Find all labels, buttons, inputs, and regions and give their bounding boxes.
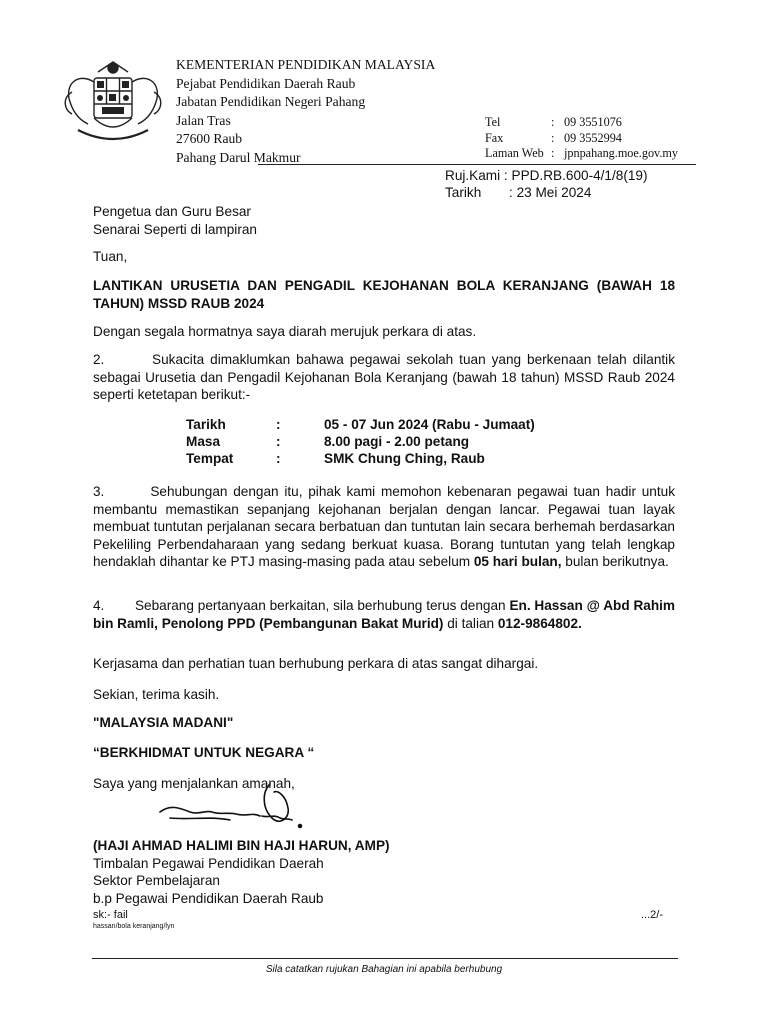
contact-fax: Fax : 09 3552994 [485, 130, 622, 145]
address-street: Jalan Tras [176, 112, 231, 128]
contact-website: Laman Web : jpnpahang.moe.gov.my [485, 146, 678, 160]
office-name: Pejabat Pendidikan Daerah Raub [176, 75, 356, 91]
paragraph-5: Kerjasama dan perhatian tuan berhubung perkara di atas sangat dihargai. [93, 656, 539, 671]
detail-venue: Tempat : SMK Chung Ching, Raub [186, 451, 485, 467]
footer-divider [92, 958, 678, 959]
signatory-sector: Sektor Pembelajaran [93, 873, 220, 888]
page-continuation: ...2/- [641, 909, 664, 921]
handwritten-signature-icon [150, 782, 310, 832]
contact-tel: Tel : 09 3551076 [485, 115, 622, 129]
reference-date: Tarikh : 23 Mei 2024 [445, 185, 592, 200]
letterhead-address [176, 56, 435, 167]
signatory-title: Timbalan Pegawai Pendidikan Daerah [93, 855, 324, 871]
address-state: Pahang Darul Makmur [176, 149, 301, 165]
salutation: Tuan, [93, 249, 128, 264]
sk-line: sk:- fail [93, 909, 128, 921]
event-details [186, 416, 535, 468]
detail-time: Masa : 8.00 pagi - 2.00 petang [186, 434, 470, 450]
closing: Sekian, terima kasih. [93, 687, 220, 702]
address-postcode: 27600 Raub [176, 131, 243, 146]
malaysia-coat-of-arms-icon [58, 58, 168, 150]
paragraph-2: 2. Sukacita dimaklumkan bahawa pegawai sekolah tuan yang berkenaan telah dilantik sebagai Urusetia dan Pengadil Kejohanan Bola Keranjang (bawah 18 tahun) MSSD Raub 2024 seperti ketetapan berikut:- [93, 352, 675, 402]
recipient-block: Pengetua dan Guru Besar Senarai Seperti di lampiran [93, 204, 257, 237]
department-name: Jabatan Pendidikan Negeri Pahang [176, 94, 366, 109]
signatory-block [93, 837, 390, 907]
paragraph-3: 3. Sehubungan dengan itu, pihak kami memohon kebenaran pegawai tuan hadir untuk membantu memastikan sepanjang kejohanan berjalan dengan lancar. Pegawai tuan layak membuat tuntutan perjalanan secara berbatuan dan tuntutan lain secara berhemah berdasarkan Pekeliling Perbendaharaan yang sedang berkuat kuasa. Borang tuntutan yang telah lengkap hendaklah dihantar ke PTJ masing-masing pada atau sebelum 05 hari bulan, bulan berikutnya. [93, 484, 675, 569]
slogan-malaysia-madani: "MALAYSIA MADANI" [93, 715, 234, 730]
detail-date: Tarikh : 05 - 07 Jun 2024 (Rabu - Jumaat) [186, 417, 535, 432]
paragraph-1: Dengan segala hormatnya saya diarah merujuk perkara di atas. [93, 324, 477, 339]
slogan-berkhidmat: “BERKHIDMAT UNTUK NEGARA “ [93, 745, 315, 760]
letter-subject: LANTIKAN URUSETIA DAN PENGADIL KEJOHANAN BOLA KERANJANG (BAWAH 18 TAHUN) MSSD RAUB 2024 [93, 278, 675, 311]
signatory-behalf: b.p Pegawai Pendidikan Daerah Raub [93, 890, 324, 906]
reference-number: Ruj.Kami : PPD.RB.600-4/1/8(19) [445, 168, 648, 183]
file-reference: hassan/bola keranjang/lyn [93, 923, 175, 930]
ministry-name: KEMENTERIAN PENDIDIKAN MALAYSIA [176, 57, 436, 72]
reference-block [445, 167, 648, 201]
footer-note: Sila catatkan rujukan Bahagian ini apabila berhubung [265, 964, 503, 975]
contact-block [485, 115, 678, 162]
header-divider [258, 164, 696, 165]
paragraph-4: 4. Sebarang pertanyaan berkaitan, sila berhubung terus dengan En. Hassan @ Abd Rahim bin Ramli, Penolong PPD (Pembangunan Bakat Murid) di talian 012-9864802. [93, 598, 675, 631]
amanah-line: Saya yang menjalankan amanah, [93, 776, 295, 791]
signatory-name: (HAJI AHMAD HALIMI BIN HAJI HARUN, AMP) [93, 838, 390, 853]
